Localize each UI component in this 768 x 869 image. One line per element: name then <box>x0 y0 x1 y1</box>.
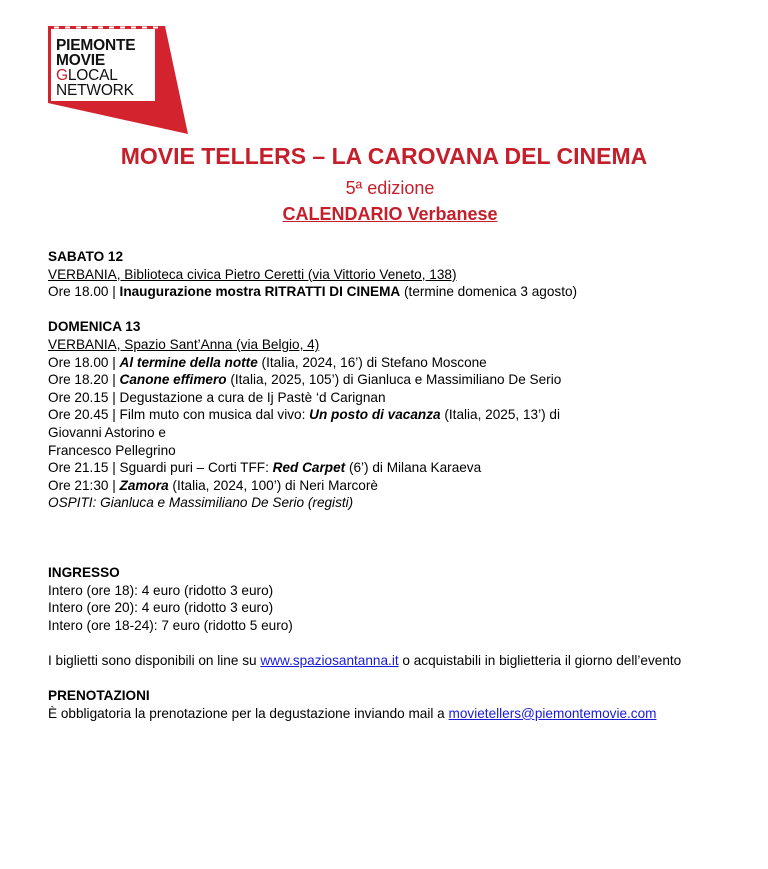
sabato-event: Ore 18.00 | Inaugurazione mostra RITRATTI DI CINEMA (termine domenica 3 agosto) <box>48 284 578 300</box>
calendar-subtitle: CALENDARIO Verbanese <box>282 204 498 224</box>
ingresso-line-2: Intero (ore 20): 4 euro (ridotto 3 euro) <box>48 600 274 616</box>
guests-line: OSPITI: Gianluca e Massimiliano De Serio (registi) <box>48 495 354 511</box>
page-title: MOVIE TELLERS – LA CAROVANA DEL CINEMA <box>120 143 648 169</box>
email-link[interactable]: movietellers@piemontemovie.com <box>448 705 657 721</box>
domenica-heading: DOMENICA 13 <box>48 319 141 335</box>
logo-line-2: MOVIE <box>56 52 105 69</box>
prenotazioni-line: È obbligatoria la prenotazione per la degustazione inviando mail a movietellers@piemontemovie.com <box>48 705 657 721</box>
document-body <box>48 248 681 722</box>
domenica-event-2: Ore 18.20 | Canone effimero (Italia, 2025, 105’) di Gianluca e Massimiliano De Serio <box>48 372 562 388</box>
edition-label: 5ª edizione <box>345 178 435 198</box>
domenica-event-6: Ore 21:30 | Zamora (Italia, 2024, 100’) di Neri Marcorè <box>48 477 378 493</box>
spaziosantanna-link[interactable]: www.spaziosantanna.it <box>260 652 399 668</box>
domenica-event-3: Ore 20.15 | Degustazione a cura de Ij Pastè ‘d Carignan <box>48 389 386 405</box>
prenotazioni-heading: PRENOTAZIONI <box>48 688 150 704</box>
domenica-event-4: Ore 20.45 | Film muto con musica dal vivo: Un posto di vacanza (Italia, 2025, 13’) di <box>48 407 560 423</box>
ingresso-line-1: Intero (ore 18): 4 euro (ridotto 3 euro) <box>48 582 274 598</box>
domenica-event-4-line-3: Francesco Pellegrino <box>48 442 176 458</box>
sabato-venue: VERBANIA, Biblioteca civica Pietro Ceretti (via Vittorio Veneto, 138) <box>48 266 457 282</box>
sabato-heading: SABATO 12 <box>48 249 124 264</box>
logo-wordmark <box>56 38 135 98</box>
logo-line-4: NETWORK <box>56 82 134 99</box>
logo-line-3: GLOCAL <box>56 67 118 84</box>
biglietti-line: I biglietti sono disponibili on line su www.spaziosantanna.it o acquistabili in biglietteria il giorno dell’evento <box>48 652 682 668</box>
domenica-event-5: Ore 21.15 | Sguardi puri – Corti TFF: Red Carpet (6’) di Milana Karaeva <box>48 460 482 476</box>
logo-line-1: PIEMONTE <box>56 37 136 54</box>
ingresso-line-3: Intero (ore 18-24): 7 euro (ridotto 5 euro) <box>48 617 293 633</box>
domenica-event-1: Ore 18.00 | Al termine della notte (Italia, 2024, 16’) di Stefano Moscone <box>48 354 487 370</box>
domenica-event-4-line-2: Giovanni Astorino e <box>48 424 166 440</box>
ingresso-heading: INGRESSO <box>48 564 120 580</box>
domenica-venue: VERBANIA, Spazio Sant’Anna (via Belgio, 4) <box>48 336 320 352</box>
